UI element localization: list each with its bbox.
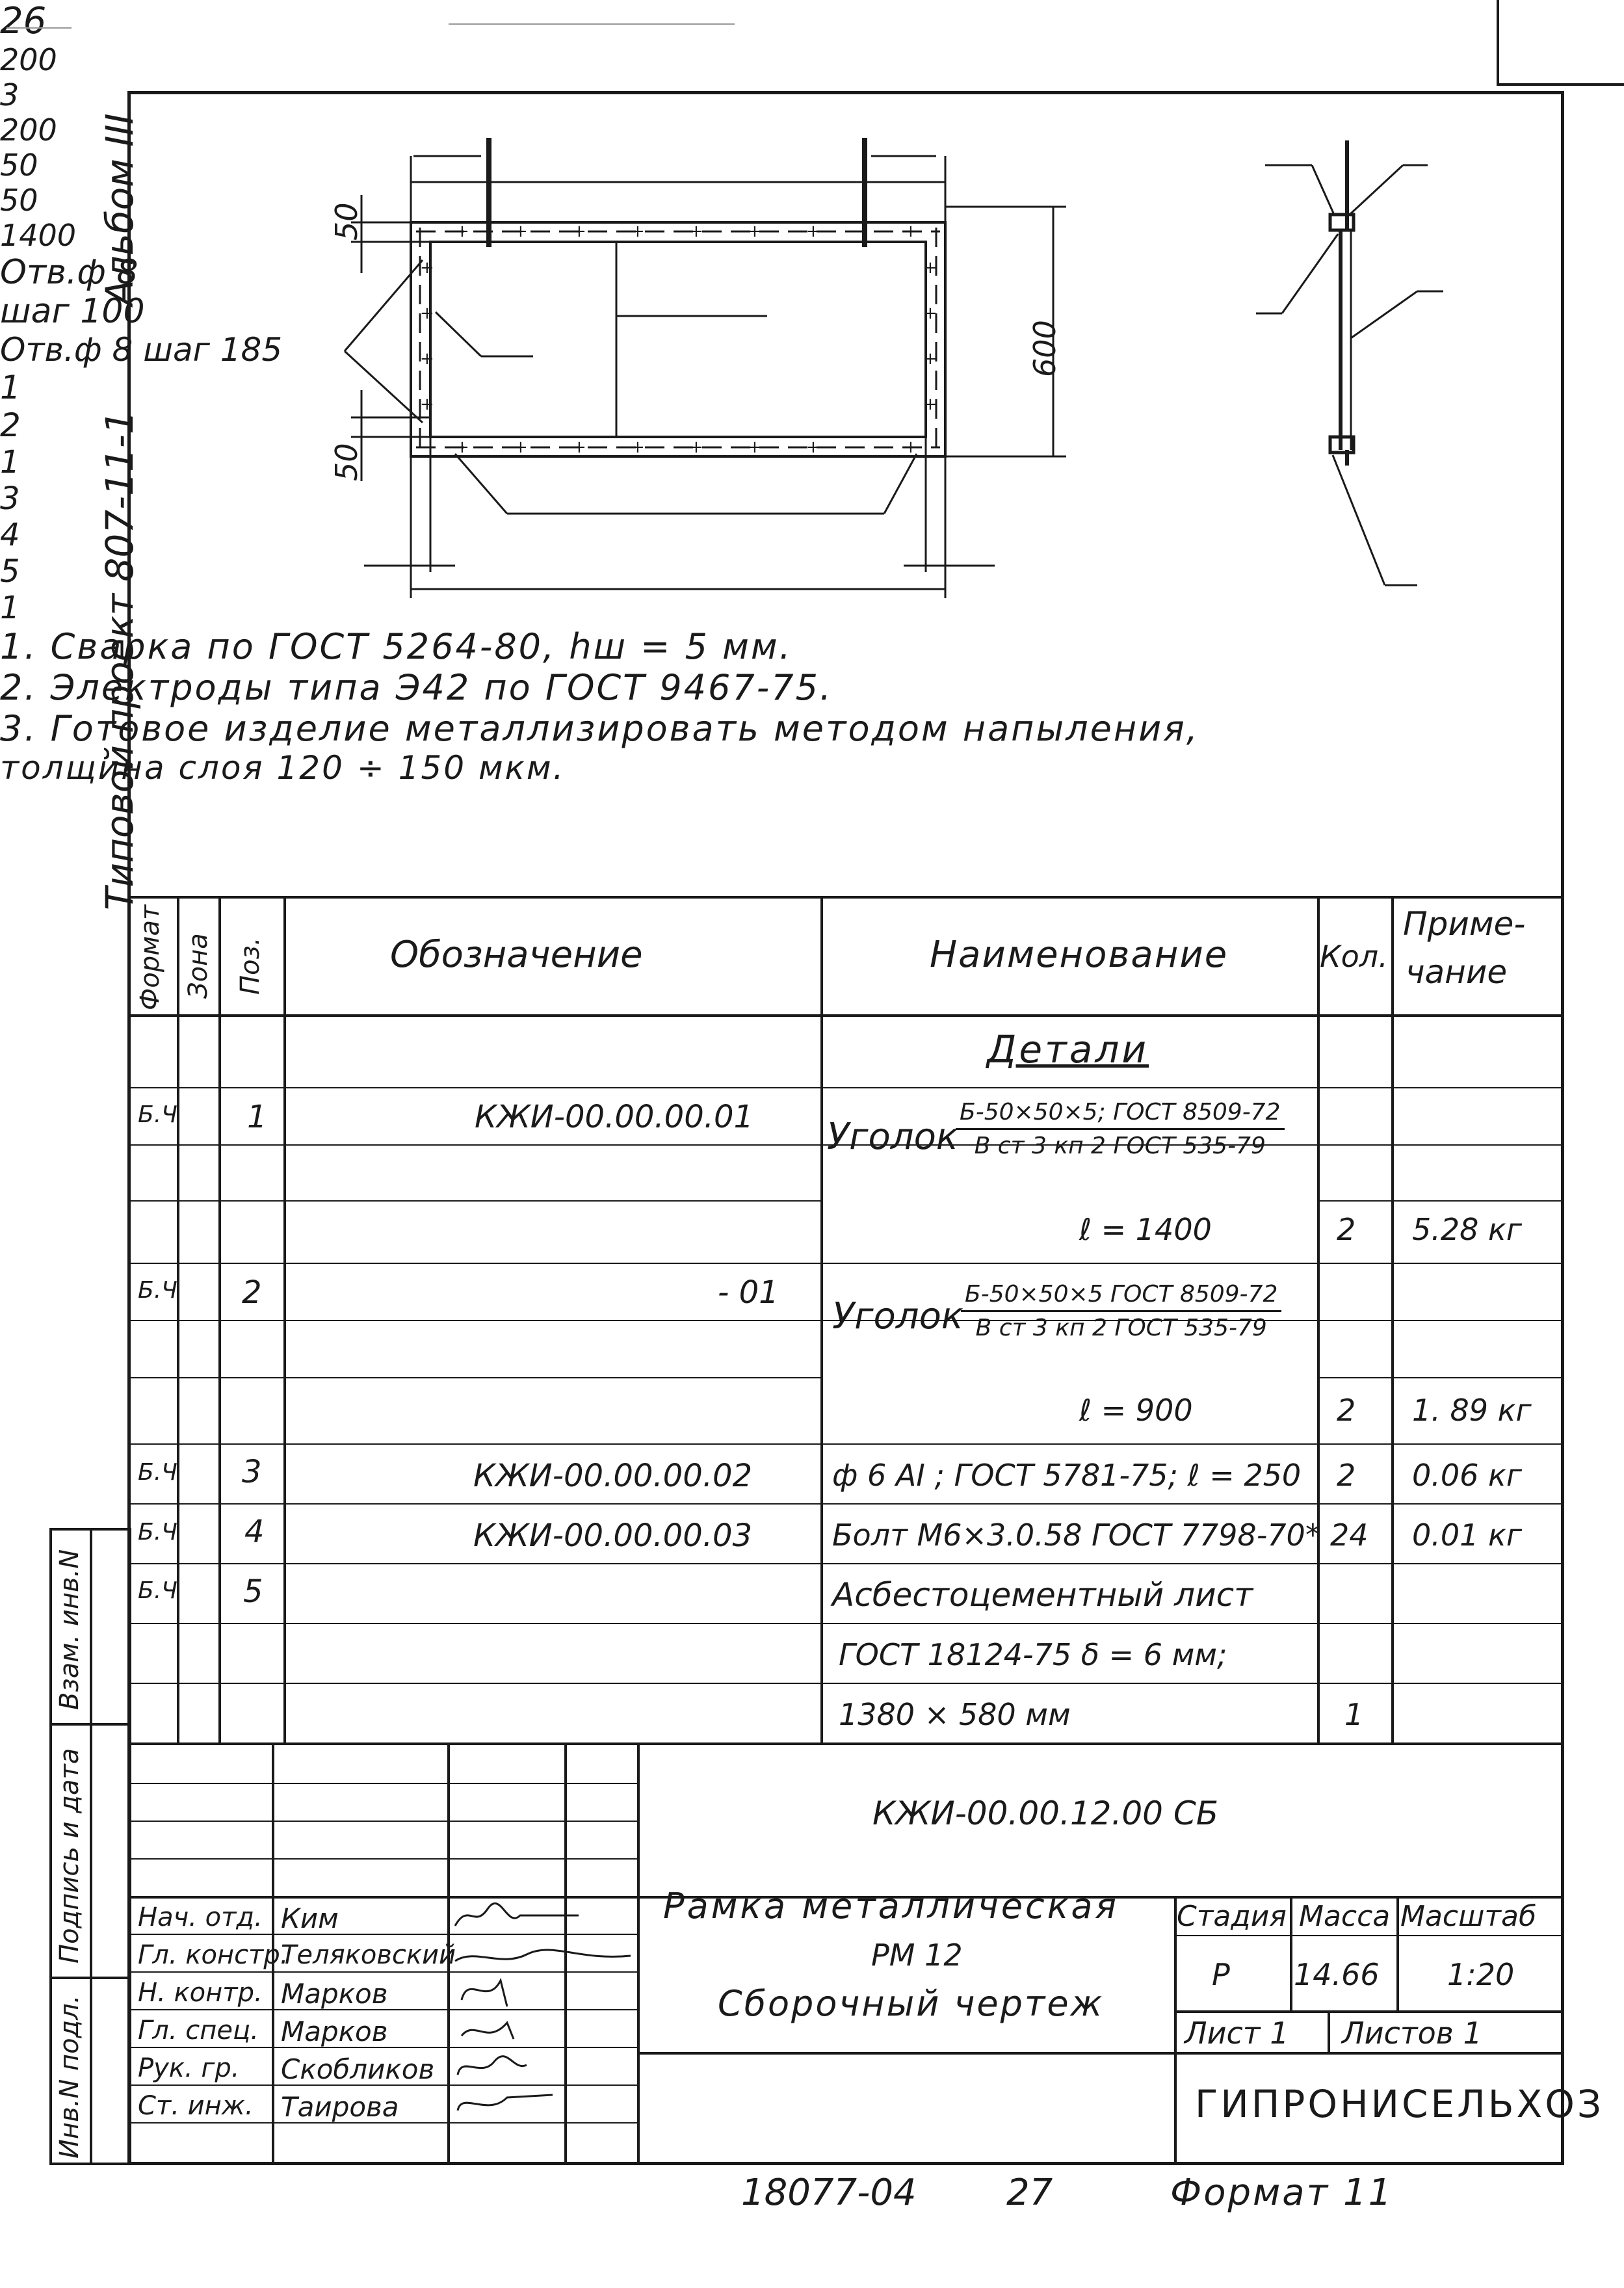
svg-text:+: + (748, 222, 762, 241)
row-5-qty: 1 (1344, 1697, 1364, 1732)
row-4-qty: 24 (1330, 1518, 1369, 1553)
archive-number: 18077-04 (741, 2172, 917, 2214)
svg-text:+: + (572, 222, 586, 241)
svg-text:+: + (748, 438, 762, 457)
row-line (127, 1563, 1564, 1564)
header-note-1: Приме- (1403, 905, 1526, 943)
row-4-note: 0.01 кг (1412, 1518, 1522, 1553)
podpis-data-label: Подпись и дата (55, 1748, 85, 1964)
svg-text:+: + (806, 222, 820, 241)
col-line (283, 896, 286, 1742)
section-title-details: Детали (987, 1027, 1149, 1072)
sheets-label: Листов 1 (1342, 2016, 1482, 2051)
row-2-pos: 2 (242, 1274, 262, 1311)
row-line (127, 1087, 1564, 1088)
role-3: Н. контр. (138, 1978, 263, 2008)
row-5-pos: 5 (243, 1573, 263, 1610)
dim-top-right: 200 (0, 112, 57, 148)
tb-col (1328, 2010, 1330, 2052)
note-3-continued: толщина слоя 120 ÷ 150 мкм. (0, 749, 566, 787)
doc-code: КЖИ-00.00.12.00 СБ (872, 1795, 1219, 1832)
row-4-format: Б.Ч (138, 1519, 177, 1545)
svg-text:+: + (806, 438, 820, 457)
inv-podl-label: Инв.N подл. (55, 1995, 85, 2159)
row-1-format: Б.Ч (138, 1101, 177, 1128)
vzam-inv-label: Взам. инв.N (55, 1549, 85, 1710)
footer-page: 27 (1006, 2172, 1053, 2214)
left-stamp-row-line (49, 1723, 131, 1726)
dim-bottom-left: 50 (0, 148, 38, 183)
row-line (127, 1623, 1564, 1624)
col-line (1317, 896, 1320, 1742)
section-label-4: 4 (0, 517, 20, 553)
row-4-name: Болт М6×3.0.58 ГОСТ 7798-70* (832, 1518, 1320, 1553)
row-2-designation: - 01 (718, 1274, 779, 1311)
assembly-drawing (0, 0, 1624, 910)
project-label: Типовой проект 807-11-1 (98, 410, 142, 910)
svg-text:+: + (420, 258, 434, 278)
signature-1 (455, 1903, 579, 1926)
row-line (127, 1443, 1564, 1445)
section-label-5: 5 (0, 553, 20, 590)
svg-text:+: + (514, 222, 528, 241)
title-line-3: Сборочный чертеж (718, 1983, 1105, 2024)
section-label-1-bottom: 1 (0, 590, 20, 626)
svg-text:+: + (904, 438, 918, 457)
row-5-name-line-2: ГОСТ 18124-75 δ = 6 мм; (839, 1637, 1227, 1672)
svg-text:+: + (420, 304, 434, 323)
album-label: Альбом III (98, 113, 142, 306)
col-line (177, 896, 179, 1742)
page-number: 26 (0, 0, 47, 42)
role-5: Рук. гр. (138, 2053, 240, 2083)
tb-col (637, 1742, 640, 2165)
frame-inner (430, 242, 926, 437)
angle-2-note: 1. 89 кг (1412, 1393, 1532, 1428)
signature-2 (455, 1950, 631, 1961)
col-line (218, 896, 221, 1742)
mass-label: Масса (1299, 1900, 1391, 1933)
row-line (127, 1683, 1564, 1684)
header-zone: Зона (183, 933, 213, 999)
angle-1-numerator: Б-50×50×5; ГОСТ 8509-72 (956, 1099, 1285, 1130)
tb-col (1174, 1896, 1177, 2165)
row-line (1317, 1377, 1564, 1378)
angle-2-length: ℓ = 900 (1079, 1393, 1193, 1428)
signature-4 (462, 2023, 514, 2039)
row-1-designation: КЖИ-00.00.00.01 (475, 1099, 754, 1135)
angle-1-fraction (956, 1099, 1285, 1159)
angle-1-note: 5.28 кг (1412, 1212, 1522, 1247)
row-line (127, 1263, 1564, 1264)
svg-text:+: + (420, 395, 434, 414)
svg-text:+: + (420, 349, 434, 369)
svg-text:+: + (455, 222, 469, 241)
person-6: Таирова (281, 2091, 399, 2123)
row-2-format: Б.Ч (138, 1277, 177, 1304)
role-4: Гл. спец. (138, 2016, 259, 2045)
angle-1-denominator: В ст 3 кп 2 ГОСТ 535-79 (974, 1133, 1266, 1159)
svg-text:+: + (923, 304, 937, 323)
dim-top-left: 200 (0, 42, 57, 77)
angle-2-fraction (961, 1281, 1281, 1341)
note-1: 1. Сварка по ГОСТ 5264-80, hш = 5 мм. (0, 626, 792, 667)
row-3-designation: КЖИ-00.00.00.02 (473, 1458, 753, 1494)
col-line (1391, 896, 1394, 1742)
frame-outline (411, 222, 945, 456)
svg-text:+: + (923, 349, 937, 369)
title-line-1: Рамка металлическая (663, 1886, 1119, 1926)
angle-1-length: ℓ = 1400 (1079, 1212, 1212, 1247)
row-3-note: 0.06 кг (1412, 1458, 1522, 1493)
title-block-top (127, 1742, 1564, 1745)
angle-2-denominator: В ст 3 кп 2 ГОСТ 535-79 (975, 1315, 1267, 1341)
row-4-designation: КЖИ-00.00.00.03 (473, 1518, 753, 1554)
dim-top-mid: 3 (0, 77, 20, 112)
person-4: Марков (281, 2016, 388, 2047)
svg-text:+: + (689, 438, 703, 457)
header-designation: Обозначение (390, 934, 643, 976)
angle-2-qty: 2 (1337, 1393, 1356, 1428)
tb-row (127, 1858, 637, 1860)
svg-text:+: + (455, 438, 469, 457)
holes-side-label-1: Отв.ф 8 (0, 253, 138, 292)
scale-value: 1:20 (1447, 1957, 1515, 1992)
stage-value: Р (1212, 1957, 1230, 1992)
spec-header-bottom (127, 1014, 1564, 1017)
header-name: Наименование (930, 934, 1229, 976)
svg-text:+: + (904, 222, 918, 241)
person-2: Теляковский (281, 1940, 456, 1970)
row-line (127, 1200, 823, 1202)
row-5-name-line-3: 1380 × 580 мм (839, 1697, 1071, 1732)
signature-5 (458, 2057, 527, 2075)
dim-left-bottom: 50 (329, 443, 364, 481)
part-label-2: 2 (0, 406, 21, 444)
svg-text:+: + (631, 438, 645, 457)
tb-col (1396, 1896, 1399, 2010)
scale-label: Масштаб (1400, 1900, 1537, 1933)
dim-height: 600 (1027, 320, 1062, 377)
tb-row (127, 1783, 637, 1784)
holes-side-label-2: шаг 100 (0, 292, 145, 331)
svg-text:+: + (923, 395, 937, 414)
signatures (449, 1896, 637, 2124)
dim-bottom-right: 50 (0, 183, 38, 218)
row-3-format: Б.Ч (138, 1459, 177, 1486)
row-5-name-line-1: Асбестоцементный лист (832, 1576, 1253, 1614)
person-5: Скобликов (281, 2053, 435, 2085)
format-label: Формат 11 (1170, 2172, 1394, 2214)
col-line (820, 896, 823, 1742)
row-line (127, 1503, 1564, 1505)
angle-1-qty: 2 (1337, 1212, 1356, 1247)
tb-col (1290, 1896, 1292, 2010)
signature-6 (458, 2095, 553, 2110)
organization-name: ГИПРОНИСЕЛЬХОЗ (1195, 2082, 1604, 2126)
angle-2-numerator: Б-50×50×5 ГОСТ 8509-72 (961, 1281, 1281, 1312)
svg-text:+: + (514, 438, 528, 457)
role-1: Нач. отд. (138, 1902, 263, 1932)
note-2: 2. Электроды типа Э42 по ГОСТ 9467-75. (0, 667, 833, 708)
note-3: 3. Готовое изделие металлизировать методом напыления, (0, 708, 1199, 749)
svg-text:+: + (572, 438, 586, 457)
stage-label: Стадия (1177, 1900, 1287, 1933)
row-5-format: Б.Ч (138, 1577, 177, 1604)
signature-3 (462, 1980, 507, 2006)
row-line (127, 1377, 820, 1378)
section-label-1-top: 1 (0, 444, 20, 480)
angle-2-prefix: Уголок (832, 1295, 963, 1337)
left-stamp-divider (90, 1528, 92, 2165)
header-format: Формат (135, 904, 165, 1010)
svg-text:+: + (923, 258, 937, 278)
mass-value: 14.66 (1294, 1957, 1380, 1992)
tb-row (127, 1821, 637, 1822)
role-2: Гл. констр. (138, 1940, 289, 1970)
role-6: Ст. инж. (138, 2091, 254, 2121)
svg-text:+: + (689, 222, 703, 241)
section-label-3: 3 (0, 480, 20, 517)
dim-left-top: 50 (329, 202, 364, 241)
dim-total-width: 1400 (0, 218, 77, 253)
header-qty: Кол. (1320, 939, 1388, 974)
person-1: Ким (281, 1902, 339, 1934)
header-pos: Поз. (235, 937, 265, 995)
left-stamp-row-line (49, 1977, 131, 1979)
row-4-pos: 4 (244, 1514, 265, 1550)
row-3-qty: 2 (1337, 1458, 1356, 1493)
tb-row (1174, 2010, 1564, 2013)
header-note-2: чание (1406, 953, 1508, 991)
sheet-label: Лист 1 (1185, 2016, 1289, 2051)
row-line (1317, 1200, 1564, 1202)
row-3-pos: 3 (242, 1454, 262, 1490)
angle-1-prefix: Уголок (827, 1116, 958, 1158)
spec-table-top (127, 896, 1564, 899)
tb-row (1174, 1935, 1564, 1936)
tb-row (637, 2052, 1564, 2055)
row-3-name: ф 6 АI ; ГОСТ 5781-75; ℓ = 250 (832, 1458, 1302, 1493)
row-1-pos: 1 (247, 1099, 267, 1135)
svg-text:+: + (631, 222, 645, 241)
part-label-1: 1 (0, 369, 21, 406)
person-3: Марков (281, 1978, 388, 2010)
title-line-2: РМ 12 (871, 1938, 963, 1973)
holes-bottom-label: Отв.ф 8 шаг 185 (0, 331, 283, 369)
